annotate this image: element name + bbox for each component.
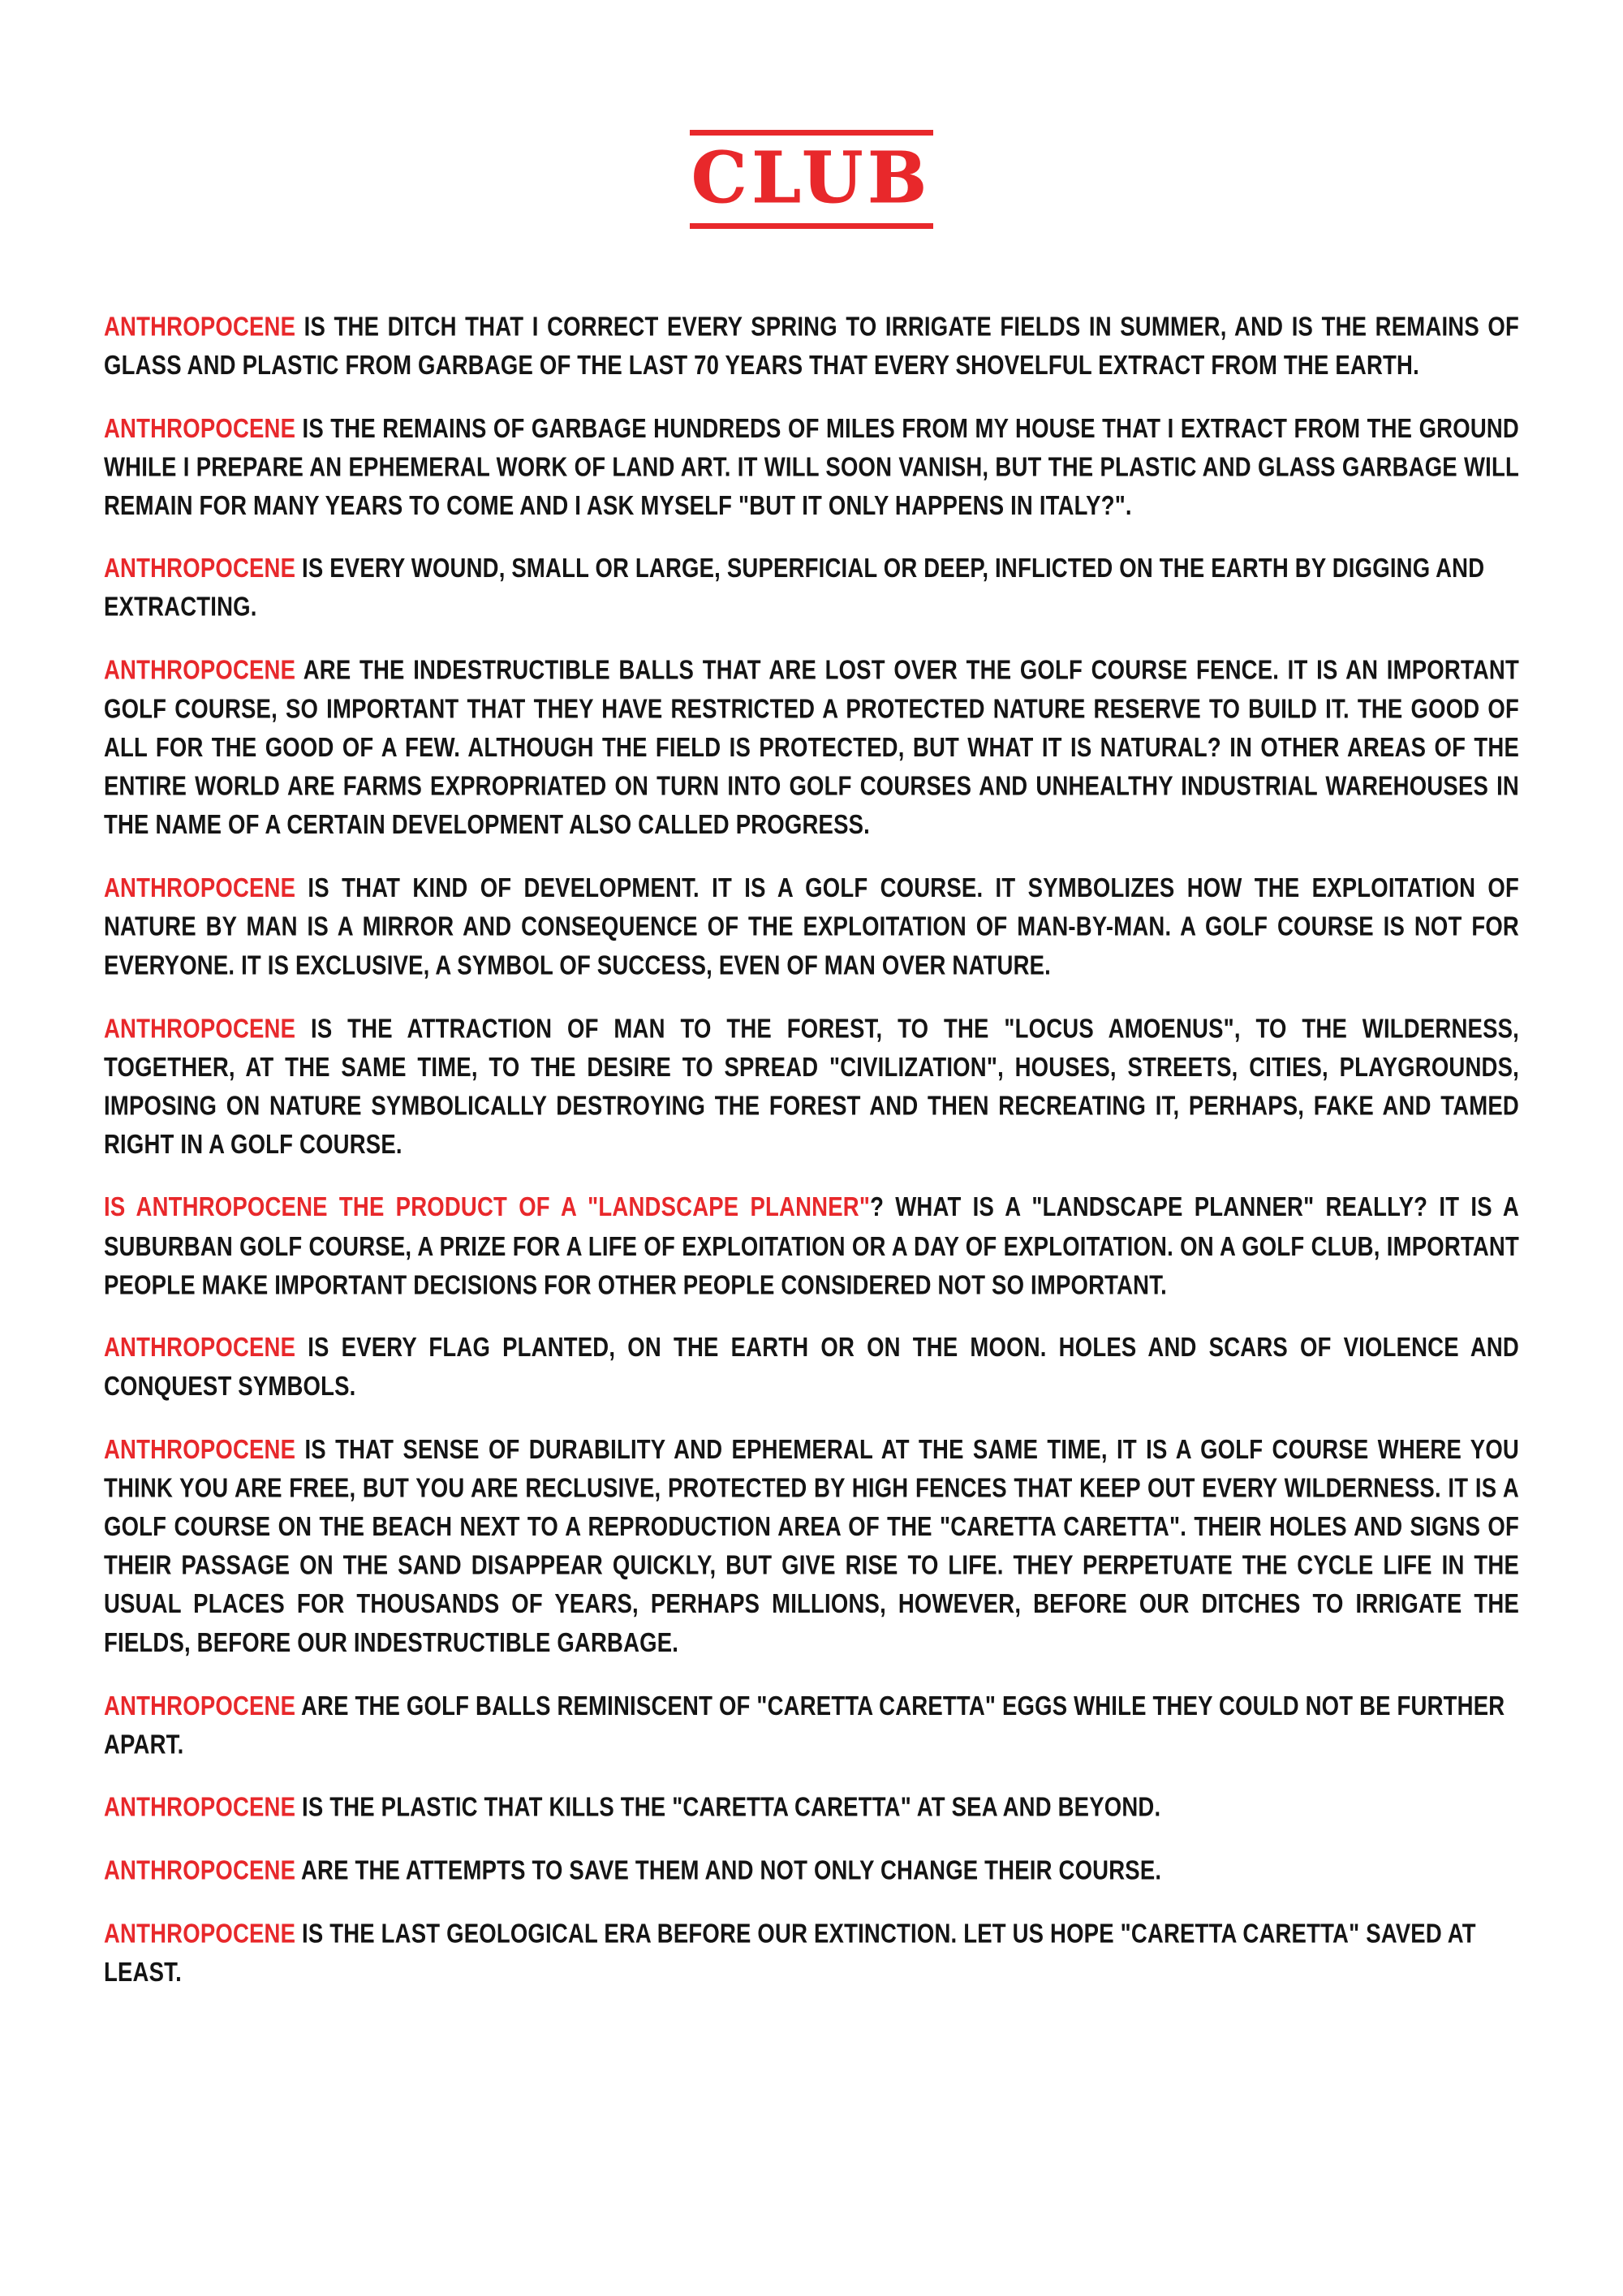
paragraph-text: IS EVERY FLAG PLANTED, ON THE EARTH OR ON THE MOON. HOLES AND SCARS OF VIOLENCE AND CONQUEST SYMBOLS. <box>104 1331 1519 1402</box>
paragraph-keyword: ANTHROPOCENE <box>104 654 296 686</box>
paragraph <box>104 1914 1519 1991</box>
paragraph <box>104 650 1519 843</box>
paragraph <box>104 307 1519 384</box>
paragraph <box>104 1850 1519 1889</box>
paragraph-text: IS THE DITCH THAT I CORRECT EVERY SPRING TO IRRIGATE FIELDS IN SUMMER, AND IS THE REMAINS OF GLASS AND PLASTIC FROM GARBAGE OF THE LAST 70 YEARS THAT EVERY SHOVELFUL EXTRACT FROM THE EARTH. <box>104 310 1519 381</box>
title-rule-top <box>690 130 933 136</box>
paragraph-text: IS THE REMAINS OF GARBAGE HUNDREDS OF MILES FROM MY HOUSE THAT I EXTRACT FROM THE GROUND WHILE I PREPARE AN EPHEMERAL WORK OF LAND ART. IT WILL SOON VANISH, BUT THE PLASTIC AND GLASS GARBAGE WILL REMAIN FOR MANY YEARS TO COME AND I ASK MYSELF "BUT IT ONLY HAPPENS IN ITALY?". <box>104 412 1519 521</box>
paragraph-keyword: ANTHROPOCENE <box>104 310 296 342</box>
paragraph-text: IS THAT KIND OF DEVELOPMENT. IT IS A GOLF COURSE. IT SYMBOLIZES HOW THE EXPLOITATION OF NATURE BY MAN IS A MIRROR AND CONSEQUENCE OF THE EXPLOITATION OF MAN-BY-MAN. A GOLF COURSE IS NOT FOR EVERYONE. IT IS EXCLUSIVE, A SYMBOL OF SUCCESS, EVEN OF MAN OVER NATURE. <box>104 872 1519 980</box>
paragraph-text: IS THAT SENSE OF DURABILITY AND EPHEMERAL AT THE SAME TIME, IT IS A GOLF COURSE WHERE YOU THINK YOU ARE FREE, BUT YOU ARE RECLUSIVE, PROTECTED BY HIGH FENCES THAT KEEP OUT EVERY WILDERNESS. IT IS A GOLF COURSE ON THE BEACH NEXT TO A REPRODUCTION AREA OF THE "CARETTA CARETTA". THEIR HOLES AND SIGNS OF THEIR PASSAGE ON THE SAND DISAPPEAR QUICKLY, BUT GIVE RISE TO LIFE. THEY PERPETUATE THE CYCLE LIFE IN THE USUAL PLACES FOR THOUSANDS OF YEARS, PERHAPS MILLIONS, HOWEVER, BEFORE OUR DITCHES TO IRRIGATE THE FIELDS, BEFORE OUR INDESTRUCTIBLE GARBAGE. <box>104 1433 1519 1658</box>
paragraph-keyword: ANTHROPOCENE <box>104 412 296 443</box>
paragraph-keyword: IS ANTHROPOCENE THE PRODUCT OF A "LANDSCAPE PLANNER" <box>104 1191 871 1222</box>
paragraph <box>104 1429 1519 1661</box>
paragraph-text: ? WHAT IS A "LANDSCAPE PLANNER" REALLY? IT IS A SUBURBAN GOLF COURSE, A PRIZE FOR A LIFE OF EXPLOITATION OR A DAY OF EXPLOITATION. ON A GOLF CLUB, IMPORTANT PEOPLE MAKE IMPORTANT DECISIONS FOR OTHER PEOPLE CONSIDERED NOT SO IMPORTANT. <box>104 1191 1519 1300</box>
paragraph <box>104 1009 1519 1164</box>
paragraph-keyword: ANTHROPOCENE <box>104 1331 296 1363</box>
paragraph-text: IS THE PLASTIC THAT KILLS THE "CARETTA CARETTA" AT SEA AND BEYOND. <box>295 1791 1161 1823</box>
paragraph <box>104 549 1519 626</box>
paragraph <box>104 868 1519 984</box>
paragraph-keyword: ANTHROPOCENE <box>104 1433 296 1465</box>
paragraph-text: IS EVERY WOUND, SMALL OR LARGE, SUPERFICIAL OR DEEP, INFLICTED ON THE EARTH BY DIGGING AND EXTRACTING. <box>104 553 1485 622</box>
paragraph-keyword: ANTHROPOCENE <box>104 1854 296 1885</box>
paragraph-keyword: ANTHROPOCENE <box>104 553 296 584</box>
paragraph <box>104 1187 1519 1303</box>
document-body <box>104 307 1519 1991</box>
paragraph-text: IS THE ATTRACTION OF MAN TO THE FOREST, TO THE "LOCUS AMOENUS", TO THE WILDERNESS, TOGETHER, AT THE SAME TIME, TO THE DESIRE TO SPREAD "CIVILIZATION", HOUSES, STREETS, CITIES, PLAYGROUNDS, IMPOSING ON NATURE SYMBOLICALLY DESTROYING THE FOREST AND THEN RECREATING IT, PERHAPS, FAKE AND TAMED RIGHT IN A GOLF COURSE. <box>104 1012 1519 1160</box>
paragraph <box>104 1686 1519 1763</box>
paragraph-text: IS THE LAST GEOLOGICAL ERA BEFORE OUR EXTINCTION. LET US HOPE "CARETTA CARETTA" SAVED AT LEAST. <box>104 1917 1476 1988</box>
paragraph <box>104 1787 1519 1826</box>
paragraph-text: ARE THE ATTEMPTS TO SAVE THEM AND NOT ONLY CHANGE THEIR COURSE. <box>295 1854 1162 1885</box>
page-title-text: CLUB <box>691 137 932 219</box>
paragraph-keyword: ANTHROPOCENE <box>104 1690 296 1721</box>
page-title <box>104 130 1519 229</box>
title-rule-bottom <box>690 223 933 229</box>
paragraph-keyword: ANTHROPOCENE <box>104 1791 296 1823</box>
paragraph-keyword: ANTHROPOCENE <box>104 1917 296 1949</box>
paragraph-text: ARE THE INDESTRUCTIBLE BALLS THAT ARE LOST OVER THE GOLF COURSE FENCE. IT IS AN IMPORTANT GOLF COURSE, SO IMPORTANT THAT THEY HAVE RESTRICTED A PROTECTED NATURE RESERVE TO BUILD IT. THE GOOD OF ALL FOR THE GOOD OF A FEW. ALTHOUGH THE FIELD IS PROTECTED, BUT WHAT IT IS NATURAL? IN OTHER AREAS OF THE ENTIRE WORLD ARE FARMS EXPROPRIATED ON TURN INTO GOLF COURSES AND UNHEALTHY INDUSTRIAL WAREHOUSES IN THE NAME OF A CERTAIN DEVELOPMENT ALSO CALLED PROGRESS. <box>104 654 1519 840</box>
paragraph-keyword: ANTHROPOCENE <box>104 872 296 903</box>
paragraph <box>104 1328 1519 1405</box>
paragraph <box>104 408 1519 524</box>
paragraph-text: ARE THE GOLF BALLS REMINISCENT OF "CARETTA CARETTA" EGGS WHILE THEY COULD NOT BE FURTHER APART. <box>104 1690 1505 1760</box>
paragraph-keyword: ANTHROPOCENE <box>104 1012 296 1044</box>
